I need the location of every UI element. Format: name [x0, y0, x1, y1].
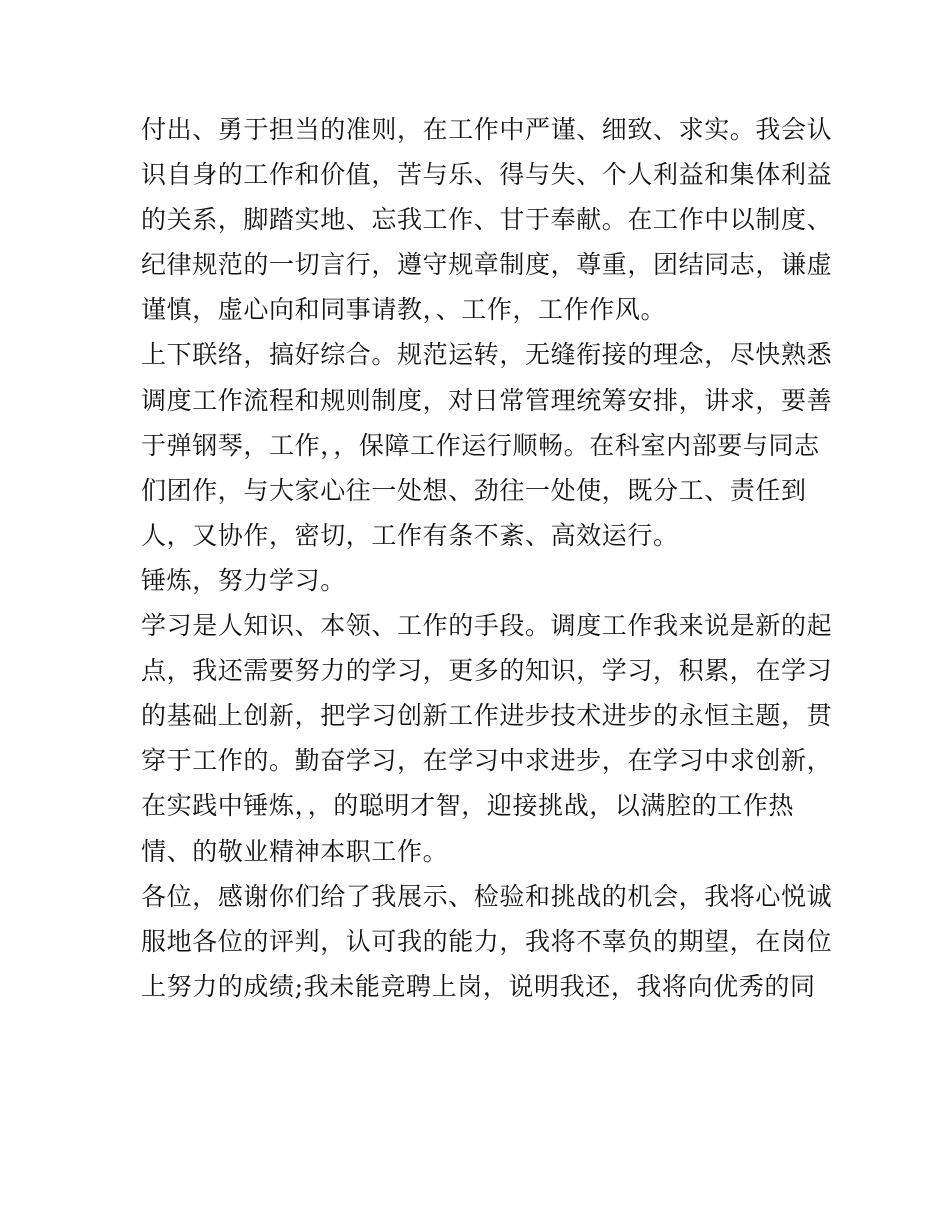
text-line: 各位，感谢你们给了我展示、检验和挑战的机会，我将心悦诚	[141, 881, 833, 911]
text-line: 服地各位的评判，认可我的能力，我将不辜负的期望，在岗位	[141, 926, 833, 956]
text-line: 的基础上创新，把学习创新工作进步技术进步的永恒主题，贯	[141, 701, 833, 731]
text-line: 付出、勇于担当的准则，在工作中严谨、细致、求实。我会认	[141, 115, 833, 144]
text-line: 锤炼，努力学习。	[141, 565, 346, 595]
text-line: 谨慎，虚心向和同事请教，、工作，工作作风。	[141, 295, 667, 325]
text-line: 穿于工作的。勤奋学习，在学习中求进步，在学习中求创新，	[141, 746, 833, 776]
text-line: 在实践中锤炼，，的聪明才智，迎接挑战，以满腔的工作热	[141, 791, 795, 821]
text-line: 上下联络，搞好综合。规范运转，无缝衔接的理念，尽快熟悉	[141, 340, 833, 370]
text-line: 人，又协作，密切，工作有条不紊、高效运行。	[141, 520, 679, 550]
text-line: 于弹钢琴，工作，，保障工作运行顺畅。在科室内部要与同志	[141, 430, 820, 460]
text-line: 调度工作流程和规则制度，对日常管理统筹安排，讲求，要善	[141, 385, 833, 415]
text-line: 学习是人知识、本领、工作的手段。调度工作我来说是新的起	[141, 611, 833, 641]
text-line: 识自身的工作和价值，苦与乐、得与失、个人利益和集体利益	[141, 160, 833, 190]
text-line: 情、的敬业精神本职工作。	[141, 836, 449, 866]
text-line: 的关系，脚踏实地、忘我工作、甘于奉献。在工作中以制度、	[141, 205, 833, 235]
text-line: 纪律规范的一切言行，遵守规章制度，尊重，团结同志，谦虚	[141, 250, 833, 280]
body-text	[141, 107, 831, 1009]
text-line: 上努力的成绩;我未能竞聘上岗，说明我还，我将向优秀的同	[141, 971, 816, 1001]
text-line: 们团作，与大家心往一处想、劲往一处使，既分工、责任到	[141, 475, 807, 505]
text-line: 点，我还需要努力的学习，更多的知识，学习，积累，在学习	[141, 656, 833, 686]
